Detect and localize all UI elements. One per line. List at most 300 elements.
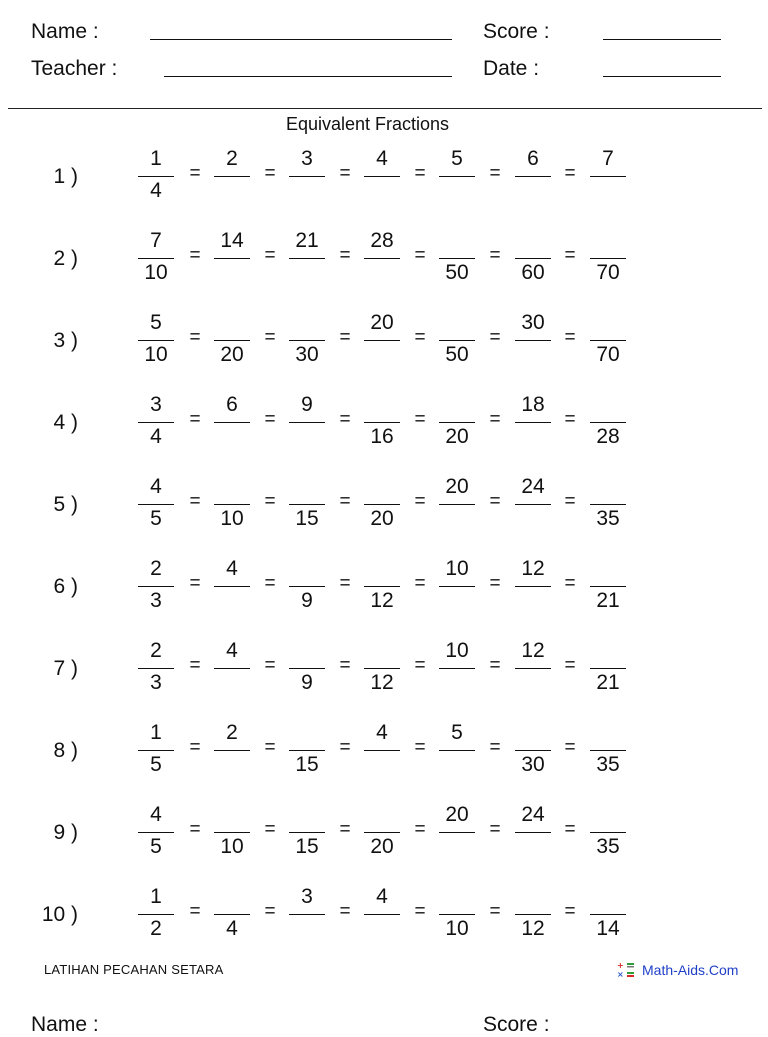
numerator: 24 <box>521 803 545 826</box>
fraction <box>590 802 626 862</box>
fraction-bar <box>138 832 174 833</box>
fraction-bar <box>214 504 250 505</box>
numerator: 7 <box>150 229 162 252</box>
denominator: 15 <box>295 835 319 858</box>
numerator: 30 <box>521 311 545 334</box>
fraction <box>515 884 551 944</box>
fraction <box>439 228 475 288</box>
fraction-bar <box>289 750 325 751</box>
denominator: 50 <box>445 343 469 366</box>
denominator: 4 <box>226 917 238 940</box>
numerator: 9 <box>301 393 313 416</box>
fraction-bar <box>590 832 626 833</box>
equals-sign: = <box>339 901 351 922</box>
problem-number: 8 ) <box>53 739 78 762</box>
numerator: 2 <box>150 639 162 662</box>
fraction-bar <box>289 422 325 423</box>
equals-sign: = <box>564 491 576 512</box>
equals-sign: = <box>489 163 501 184</box>
equals-sign: = <box>264 409 276 430</box>
denominator: 12 <box>521 917 545 940</box>
numerator: 1 <box>150 147 162 170</box>
worksheet-title: Equivalent Fractions <box>285 114 450 134</box>
fraction-bar <box>289 340 325 341</box>
fraction <box>590 638 626 698</box>
numerator: 2 <box>150 557 162 580</box>
equals-sign: = <box>489 655 501 676</box>
equals-sign: = <box>414 327 426 348</box>
fraction-bar <box>515 914 551 915</box>
fraction <box>439 392 475 452</box>
fraction <box>138 556 174 616</box>
equals-sign: = <box>339 491 351 512</box>
problem-number: 1 ) <box>53 165 78 188</box>
fraction <box>590 720 626 780</box>
denominator: 10 <box>144 261 168 284</box>
next-name-label: Name : <box>31 1013 99 1036</box>
fraction-bar <box>515 832 551 833</box>
denominator: 20 <box>220 343 244 366</box>
teacher-label: Teacher : <box>31 57 118 80</box>
fraction-bar <box>590 586 626 587</box>
fraction-bar <box>439 176 475 177</box>
fraction <box>590 392 626 452</box>
fraction-bar <box>590 258 626 259</box>
numerator: 20 <box>445 475 469 498</box>
denominator: 3 <box>150 589 162 612</box>
fraction <box>364 638 400 698</box>
equals-sign: = <box>414 737 426 758</box>
denominator: 21 <box>596 671 620 694</box>
numerator: 14 <box>220 229 244 252</box>
fraction-bar <box>289 668 325 669</box>
fraction <box>138 474 174 534</box>
fraction-bar <box>439 750 475 751</box>
fraction <box>289 228 325 288</box>
numerator: 1 <box>150 721 162 744</box>
header-divider <box>8 108 762 109</box>
fraction-bar <box>515 750 551 751</box>
equals-sign: = <box>189 491 201 512</box>
fraction <box>289 720 325 780</box>
fraction <box>515 146 551 206</box>
fraction-bar <box>214 258 250 259</box>
fraction <box>515 720 551 780</box>
fraction-bar <box>590 422 626 423</box>
fraction-bar <box>289 176 325 177</box>
next-score-label: Score : <box>483 1013 550 1036</box>
fraction <box>138 720 174 780</box>
fraction <box>439 146 475 206</box>
fraction-bar <box>138 422 174 423</box>
fraction-bar <box>590 176 626 177</box>
fraction <box>515 228 551 288</box>
equals-sign: = <box>564 573 576 594</box>
fraction <box>439 310 475 370</box>
fraction-bar <box>364 914 400 915</box>
fraction-bar <box>214 586 250 587</box>
fraction <box>590 310 626 370</box>
equals-sign: = <box>189 327 201 348</box>
fraction-bar <box>515 340 551 341</box>
svg-text:+: + <box>617 961 624 970</box>
fraction-bar <box>364 422 400 423</box>
fraction <box>364 392 400 452</box>
fraction <box>138 228 174 288</box>
fraction <box>515 802 551 862</box>
problem-row <box>0 228 768 294</box>
fraction <box>515 310 551 370</box>
fraction <box>439 720 475 780</box>
fraction <box>289 392 325 452</box>
equals-sign: = <box>414 901 426 922</box>
numerator: 4 <box>150 803 162 826</box>
denominator: 2 <box>150 917 162 940</box>
equals-sign: = <box>189 901 201 922</box>
fraction <box>515 556 551 616</box>
equals-sign: = <box>189 737 201 758</box>
equals-sign: = <box>339 819 351 840</box>
equals-sign: = <box>264 573 276 594</box>
fraction <box>138 638 174 698</box>
problem-number: 4 ) <box>53 411 78 434</box>
fraction-bar <box>364 750 400 751</box>
numerator: 7 <box>602 147 614 170</box>
equals-sign: = <box>414 245 426 266</box>
fraction <box>289 146 325 206</box>
fraction-bar <box>590 504 626 505</box>
fraction <box>214 146 250 206</box>
problem-row <box>0 474 768 540</box>
equals-sign: = <box>339 409 351 430</box>
fraction-bar <box>515 668 551 669</box>
equals-sign: = <box>414 491 426 512</box>
fraction <box>590 146 626 206</box>
fraction <box>138 884 174 944</box>
problem-number: 6 ) <box>53 575 78 598</box>
fraction-bar <box>439 504 475 505</box>
fraction <box>364 556 400 616</box>
denominator: 4 <box>150 425 162 448</box>
numerator: 4 <box>226 639 238 662</box>
fraction-bar <box>439 422 475 423</box>
fraction-bar <box>138 504 174 505</box>
equals-sign: = <box>264 327 276 348</box>
problem-row <box>0 884 768 950</box>
denominator: 14 <box>596 917 620 940</box>
fraction-bar <box>439 914 475 915</box>
denominator: 4 <box>150 179 162 202</box>
fraction <box>364 146 400 206</box>
fraction <box>515 474 551 534</box>
fraction-bar <box>439 258 475 259</box>
fraction <box>515 638 551 698</box>
problem-number: 10 ) <box>41 903 78 926</box>
numerator: 4 <box>376 147 388 170</box>
equals-sign: = <box>414 163 426 184</box>
fraction-bar <box>289 914 325 915</box>
denominator: 12 <box>370 589 394 612</box>
fraction-bar <box>364 668 400 669</box>
denominator: 5 <box>150 753 162 776</box>
problem-row <box>0 310 768 376</box>
fraction-bar <box>289 258 325 259</box>
fraction <box>214 638 250 698</box>
fraction <box>214 310 250 370</box>
fraction <box>214 228 250 288</box>
equals-sign: = <box>264 901 276 922</box>
fraction <box>214 884 250 944</box>
equals-sign: = <box>189 163 201 184</box>
fraction <box>138 146 174 206</box>
denominator: 15 <box>295 507 319 530</box>
fraction-bar <box>289 586 325 587</box>
numerator: 5 <box>150 311 162 334</box>
equals-sign: = <box>489 901 501 922</box>
equals-sign: = <box>564 327 576 348</box>
math-aids-logo-icon <box>616 961 636 979</box>
teacher-field[interactable] <box>164 76 452 77</box>
fraction <box>214 802 250 862</box>
fraction-bar <box>439 832 475 833</box>
equals-sign: = <box>564 901 576 922</box>
fraction <box>289 474 325 534</box>
equals-sign: = <box>414 409 426 430</box>
fraction-bar <box>138 340 174 341</box>
denominator: 16 <box>370 425 394 448</box>
fraction <box>138 802 174 862</box>
fraction-bar <box>364 340 400 341</box>
fraction <box>439 474 475 534</box>
fraction-bar <box>515 258 551 259</box>
numerator: 20 <box>370 311 394 334</box>
numerator: 4 <box>226 557 238 580</box>
fraction-bar <box>364 832 400 833</box>
fraction <box>289 638 325 698</box>
name-label: Name : <box>31 20 99 43</box>
equals-sign: = <box>489 245 501 266</box>
fraction <box>289 310 325 370</box>
problem-row <box>0 392 768 458</box>
fraction-bar <box>138 750 174 751</box>
fraction <box>364 228 400 288</box>
numerator: 4 <box>150 475 162 498</box>
numerator: 3 <box>301 147 313 170</box>
numerator: 2 <box>226 147 238 170</box>
denominator: 30 <box>295 343 319 366</box>
problem-row <box>0 556 768 622</box>
problem-number: 3 ) <box>53 329 78 352</box>
fraction-bar <box>515 176 551 177</box>
fraction-bar <box>364 586 400 587</box>
fraction-bar <box>138 914 174 915</box>
fraction <box>590 474 626 534</box>
denominator: 20 <box>445 425 469 448</box>
fraction <box>590 884 626 944</box>
fraction <box>439 556 475 616</box>
fraction-bar <box>590 750 626 751</box>
fraction <box>289 556 325 616</box>
denominator: 12 <box>370 671 394 694</box>
fraction-bar <box>515 586 551 587</box>
fraction-bar <box>214 340 250 341</box>
fraction <box>515 392 551 452</box>
fraction-bar <box>289 832 325 833</box>
equals-sign: = <box>189 819 201 840</box>
numerator: 10 <box>445 639 469 662</box>
fraction <box>590 556 626 616</box>
equals-sign: = <box>489 491 501 512</box>
equals-sign: = <box>339 573 351 594</box>
denominator: 20 <box>370 507 394 530</box>
fraction-bar <box>439 340 475 341</box>
numerator: 3 <box>301 885 313 908</box>
numerator: 24 <box>521 475 545 498</box>
denominator: 15 <box>295 753 319 776</box>
problem-row <box>0 802 768 868</box>
problem-number: 7 ) <box>53 657 78 680</box>
fraction <box>138 310 174 370</box>
equals-sign: = <box>264 163 276 184</box>
equals-sign: = <box>489 409 501 430</box>
numerator: 18 <box>521 393 545 416</box>
fraction <box>289 802 325 862</box>
equals-sign: = <box>339 327 351 348</box>
fraction-bar <box>590 914 626 915</box>
fraction <box>364 884 400 944</box>
equals-sign: = <box>564 655 576 676</box>
fraction-bar <box>515 504 551 505</box>
equals-sign: = <box>339 737 351 758</box>
denominator: 21 <box>596 589 620 612</box>
numerator: 12 <box>521 639 545 662</box>
denominator: 9 <box>301 671 313 694</box>
fraction-bar <box>138 586 174 587</box>
footer-caption: LATIHAN PECAHAN SETARA <box>44 962 224 977</box>
fraction <box>364 310 400 370</box>
problem-number: 2 ) <box>53 247 78 270</box>
fraction <box>364 720 400 780</box>
numerator: 10 <box>445 557 469 580</box>
denominator: 70 <box>596 343 620 366</box>
numerator: 4 <box>376 721 388 744</box>
equals-sign: = <box>414 655 426 676</box>
fraction-bar <box>214 422 250 423</box>
svg-text:×: × <box>617 970 624 979</box>
equals-sign: = <box>564 737 576 758</box>
equals-sign: = <box>189 655 201 676</box>
fraction-bar <box>214 832 250 833</box>
denominator: 10 <box>220 507 244 530</box>
date-label: Date : <box>483 57 540 80</box>
fraction <box>439 884 475 944</box>
numerator: 6 <box>226 393 238 416</box>
problem-row <box>0 146 768 212</box>
fraction-bar <box>515 422 551 423</box>
fraction <box>590 228 626 288</box>
equals-sign: = <box>414 819 426 840</box>
score-label: Score : <box>483 20 550 43</box>
equals-sign: = <box>264 491 276 512</box>
fraction-bar <box>214 176 250 177</box>
fraction-bar <box>214 668 250 669</box>
denominator: 35 <box>596 835 620 858</box>
fraction-bar <box>364 504 400 505</box>
brand-text: Math-Aids.Com <box>642 962 739 978</box>
numerator: 28 <box>370 229 394 252</box>
denominator: 35 <box>596 507 620 530</box>
numerator: 4 <box>376 885 388 908</box>
denominator: 10 <box>445 917 469 940</box>
problem-number: 5 ) <box>53 493 78 516</box>
fraction <box>138 392 174 452</box>
numerator: 3 <box>150 393 162 416</box>
equals-sign: = <box>564 819 576 840</box>
numerator: 2 <box>226 721 238 744</box>
equals-sign: = <box>339 655 351 676</box>
score-field[interactable] <box>603 39 721 40</box>
equals-sign: = <box>489 737 501 758</box>
fraction-bar <box>289 504 325 505</box>
denominator: 20 <box>370 835 394 858</box>
fraction-bar <box>214 914 250 915</box>
equals-sign: = <box>489 573 501 594</box>
fraction <box>364 474 400 534</box>
equals-sign: = <box>489 819 501 840</box>
fraction <box>214 720 250 780</box>
denominator: 5 <box>150 835 162 858</box>
fraction-bar <box>439 668 475 669</box>
date-field[interactable] <box>603 76 721 77</box>
equals-sign: = <box>264 245 276 266</box>
equals-sign: = <box>264 737 276 758</box>
denominator: 10 <box>144 343 168 366</box>
equals-sign: = <box>189 573 201 594</box>
equals-sign: = <box>564 409 576 430</box>
numerator: 12 <box>521 557 545 580</box>
equals-sign: = <box>339 245 351 266</box>
fraction <box>214 392 250 452</box>
fraction <box>439 638 475 698</box>
fraction-bar <box>138 176 174 177</box>
fraction <box>214 556 250 616</box>
fraction-bar <box>138 668 174 669</box>
problem-number: 9 ) <box>53 821 78 844</box>
fraction <box>214 474 250 534</box>
fraction-bar <box>364 258 400 259</box>
equals-sign: = <box>264 655 276 676</box>
denominator: 70 <box>596 261 620 284</box>
fraction <box>439 802 475 862</box>
numerator: 6 <box>527 147 539 170</box>
fraction-bar <box>214 750 250 751</box>
equals-sign: = <box>564 163 576 184</box>
numerator: 21 <box>295 229 319 252</box>
fraction-bar <box>364 176 400 177</box>
name-field[interactable] <box>150 39 452 40</box>
equals-sign: = <box>264 819 276 840</box>
problem-row <box>0 720 768 786</box>
numerator: 20 <box>445 803 469 826</box>
denominator: 9 <box>301 589 313 612</box>
equals-sign: = <box>489 327 501 348</box>
denominator: 3 <box>150 671 162 694</box>
numerator: 1 <box>150 885 162 908</box>
numerator: 5 <box>451 147 463 170</box>
denominator: 10 <box>220 835 244 858</box>
denominator: 28 <box>596 425 620 448</box>
equals-sign: = <box>414 573 426 594</box>
